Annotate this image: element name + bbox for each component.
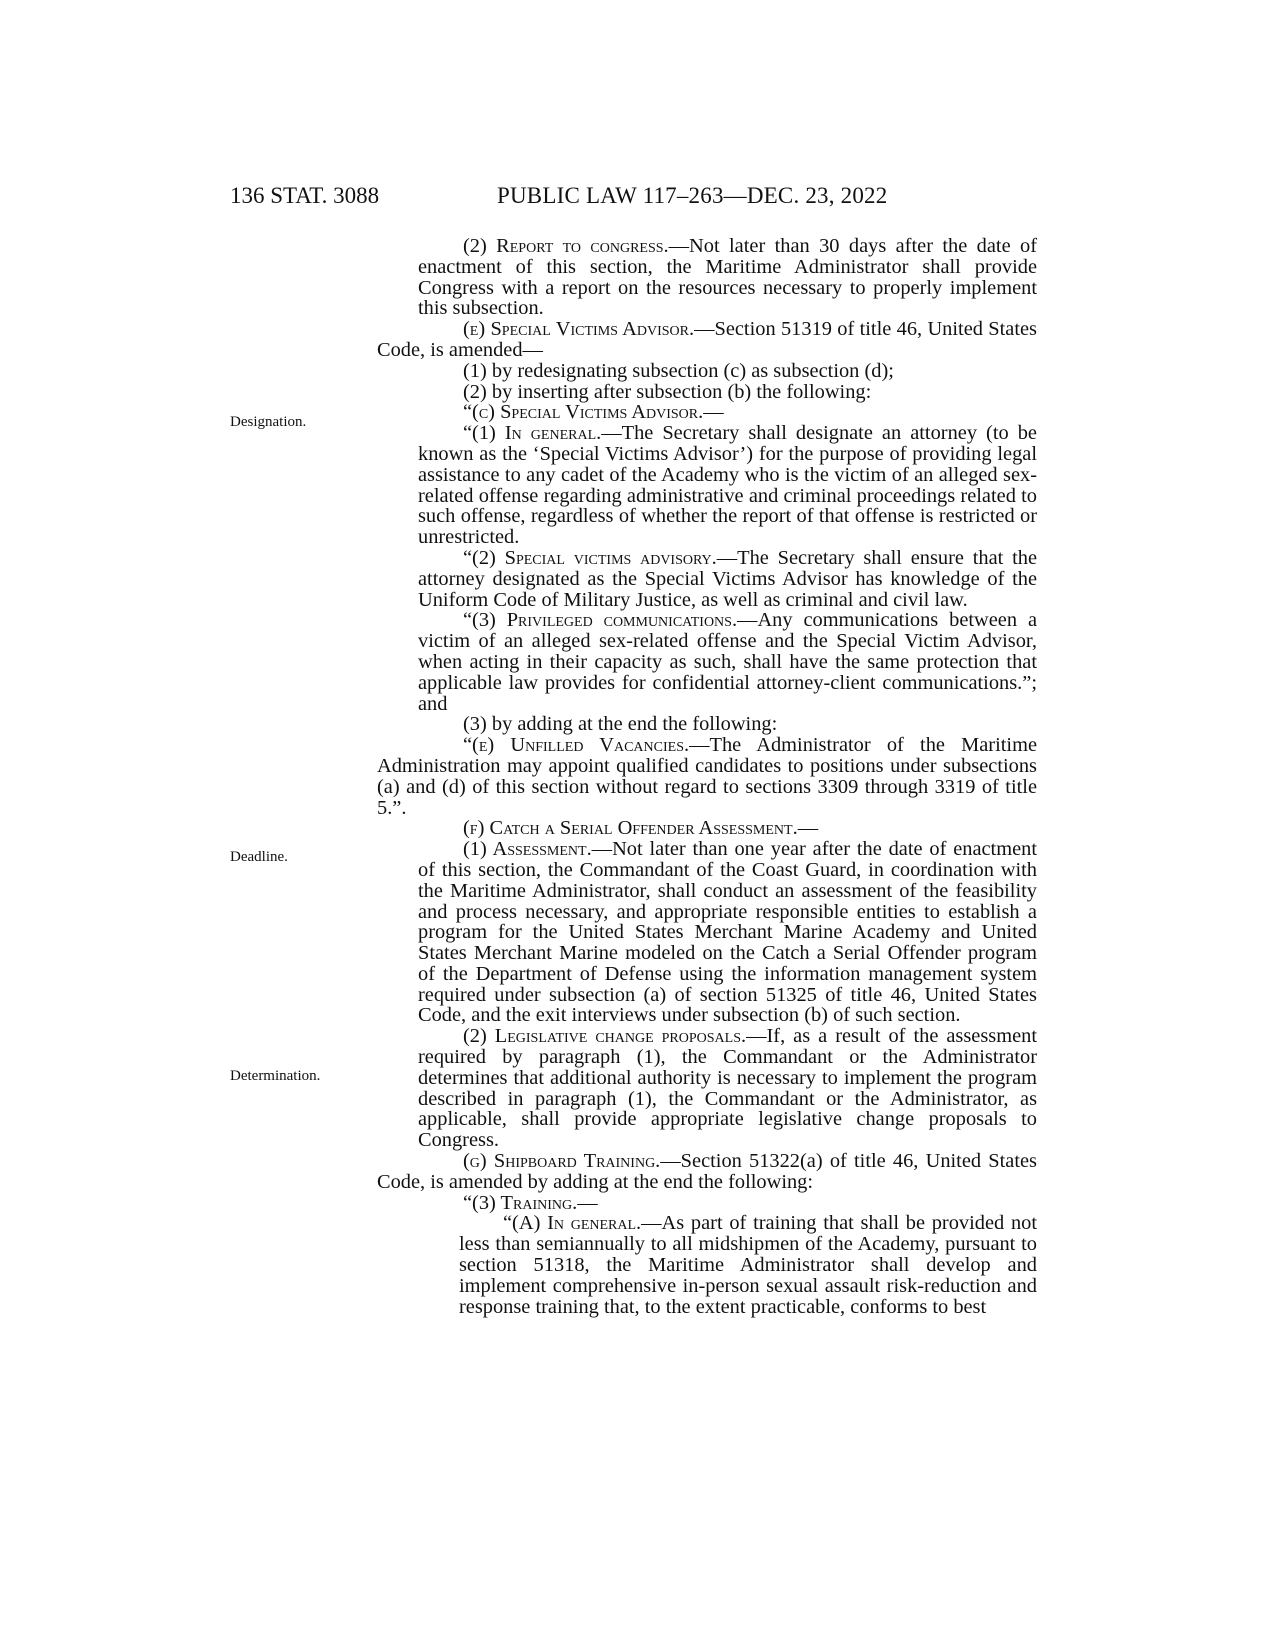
paragraph-text: (1) by redesignating subsection (c) as subsection (d); (463, 359, 894, 382)
paragraph-heading: (2) Legislative change proposals. (463, 1025, 747, 1048)
paragraph (377, 1213, 1037, 1317)
paragraph-text: — (797, 817, 819, 840)
paragraph (377, 714, 1037, 735)
paragraph (377, 423, 1037, 548)
paragraph-text: —The Secretary shall designate an attorney (to be known as the ‘Special Victims Advisor’) for the purpose of providing legal assistance to any cadet of the Academy who is the victim of an alleged sex-related offense regarding administrative and criminal proceedings related to such offense, regardless of whether the report of that offense is restricted or unrestricted. (418, 422, 1037, 549)
margin-note-deadline: Deadline. (230, 849, 288, 865)
paragraph-text: —The Administrator of the Maritime Administration may appoint qualified candidates to positions under subsections (a) and (d) of this section without regard to sections 3309 through 3319 of title 5.”. (377, 734, 1038, 819)
paragraph (377, 402, 1037, 423)
paragraph-text: —Section 51319 of title 46, United States Code, is amended— (377, 318, 1037, 361)
paragraph-text: —Not later than one year after the date of enactment of this section, the Commandant of the Coast Guard, in coordination with the Maritime Administrator, shall conduct an assessment of the feasibility and process necessary, and appropriate responsible entities to establish a program for the United States Merchant Marine Academy and United States Merchant Marine modeled on the Catch a Serial Offender program of the Department of Defense using the information management system required under subsection (a) of section 51325 of title 46, United States Code, and the exit interviews under subsection (b) of such section. (418, 838, 1037, 1027)
paragraph-text: (3) by adding at the end the following: (463, 713, 778, 736)
paragraph-heading: “(3) Training. (463, 1191, 578, 1214)
document-body (377, 236, 1037, 1317)
paragraph-heading: (2) Report to congress. (463, 235, 669, 257)
paragraph-text: — (577, 1191, 598, 1214)
paragraph (377, 610, 1037, 714)
paragraph-heading: “(2) Special victims advisory. (463, 546, 717, 569)
paragraph-heading: (g) Shipboard Training. (463, 1150, 661, 1173)
paragraph (377, 361, 1037, 382)
statute-page-number: 136 STAT. 3088 (230, 183, 380, 208)
paragraph-text: —If, as a result of the assessment required by paragraph (1), the Commandant or the Administrator determines that additional authority is necessary to implement the program described in paragraph (1), the Commandant or the Administrator, as applicable, shall provide appropriate legislative change proposals to Congress. (418, 1025, 1037, 1152)
page-title: PUBLIC LAW 117–263—DEC. 23, 2022 (497, 183, 888, 208)
margin-note-determination: Determination. (230, 1068, 321, 1084)
paragraph (377, 839, 1037, 1026)
paragraph-text: (2) by inserting after subsection (b) the following: (463, 380, 872, 403)
paragraph-text: —Any communications between a victim of an alleged sex-related offense and the Special Victim Advisor, when acting in their capacity as such, shall have the same protection that applicable law provides for confidential attorney-client communications.”; and (418, 609, 1037, 715)
paragraph (377, 382, 1037, 403)
paragraph-text: —The Secretary shall ensure that the attorney designated as the Special Victims Advisor has knowledge of the Uniform Code of Military Justice, as well as criminal and civil law. (418, 546, 1038, 611)
paragraph-heading: “(A) In general. (503, 1212, 642, 1235)
paragraph-text: —Not later than 30 days after the date of enactment of this section, the Maritime Administrator shall provide Congress with a report on the resources necessary to properly implement this subsection. (418, 235, 1037, 320)
paragraph (377, 236, 1037, 319)
paragraph-text: —Section 51322(a) of title 46, United States Code, is amended by adding at the end the following: (377, 1150, 1037, 1193)
paragraph-heading: “(c) Special Victims Advisor. (463, 401, 704, 424)
paragraph-text: —As part of training that shall be provided not less than semiannually to all midshipmen of the Academy, pursuant to section 51318, the Maritime Administrator shall develop and implement comprehensive in-person sexual assault risk-reduction and response training that, to the extent practicable, conforms to best (459, 1212, 1038, 1318)
margin-note-designation: Designation. (230, 414, 307, 430)
paragraph-heading: “(3) Privileged communications. (463, 609, 738, 632)
paragraph-heading: (f) Catch a Serial Offender Assessment. (463, 817, 798, 840)
paragraph (377, 319, 1037, 361)
paragraph (377, 1026, 1037, 1151)
paragraph (377, 548, 1037, 610)
paragraph-heading: (e) Special Victims Advisor. (463, 318, 695, 341)
paragraph-heading: “(1) In general. (463, 422, 602, 445)
paragraph (377, 818, 1037, 839)
paragraph-heading: (1) Assessment. (463, 838, 592, 861)
paragraph (377, 1193, 1037, 1214)
paragraph (377, 735, 1037, 818)
paragraph-text: — (703, 401, 724, 424)
paragraph-heading: “(e) Unfilled Vacancies. (463, 734, 690, 757)
paragraph (377, 1151, 1037, 1193)
